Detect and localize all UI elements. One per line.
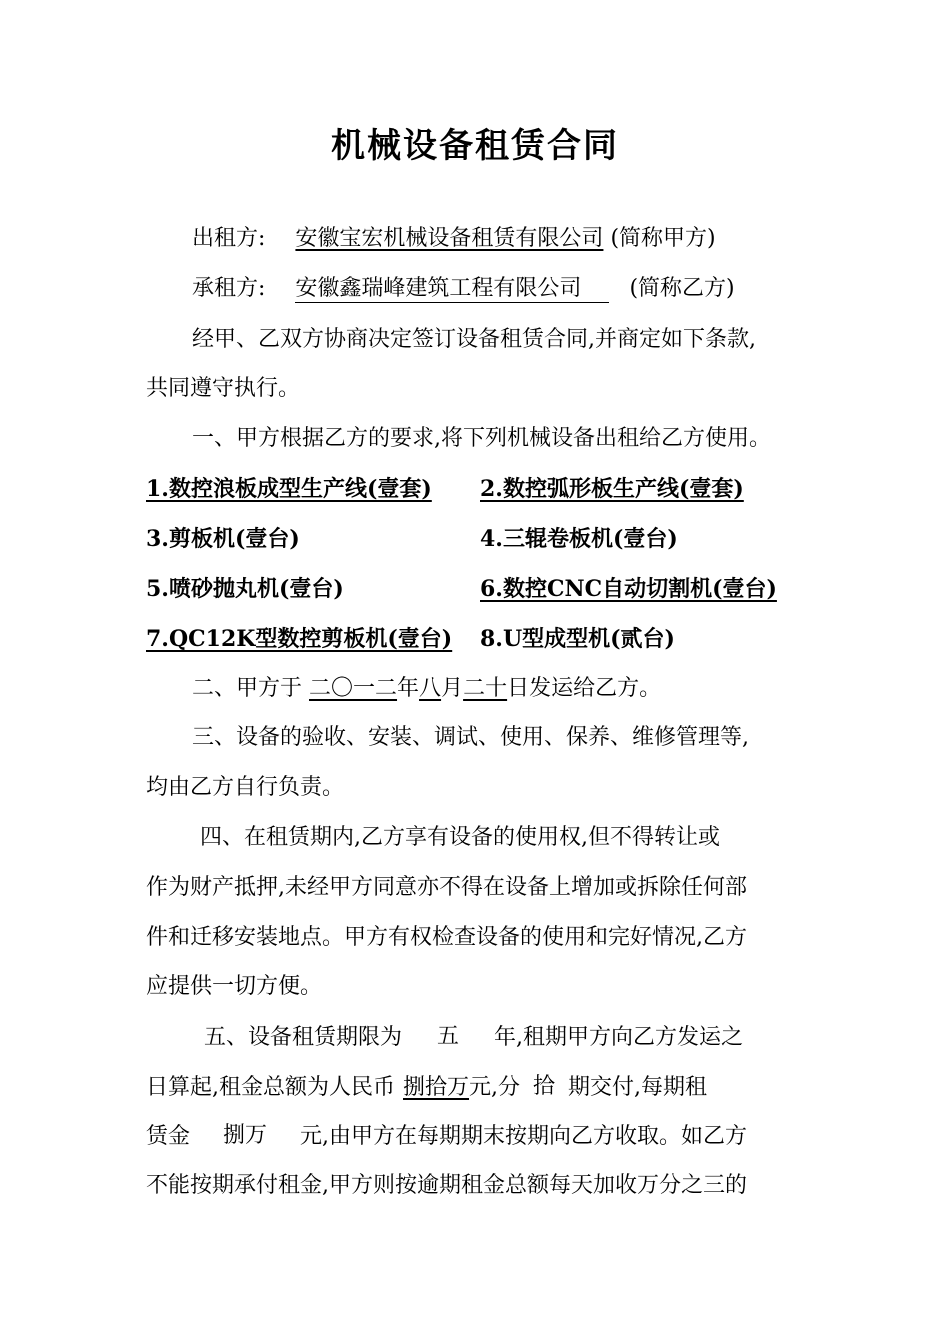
lease-term: 五 [402, 1022, 494, 1052]
clause-5-text: 五、设备租赁期限为 [204, 1025, 403, 1050]
clause-2-month-unit: 月 [441, 676, 464, 701]
equipment-item: 5.喷砂抛丸机(壹台) [146, 574, 478, 604]
lessee-line [192, 274, 812, 304]
clause-2-year: 二〇一二 [309, 676, 398, 701]
lessor-abbr: (简称甲方) [610, 226, 716, 251]
intro-line-1: 经甲、乙双方协商决定签订设备租赁合同,并商定如下条款, [192, 327, 756, 352]
clause-5-line-1 [204, 1022, 812, 1052]
clause-5-text: 元,分 [469, 1075, 521, 1100]
clause-2-year-unit: 年 [397, 676, 420, 701]
clause-4-line-4: 应提供一切方便。 [146, 974, 323, 999]
equipment-item: 2.数控弧形板生产线(壹套) [480, 476, 744, 502]
equipment-item: 8.U型成型机(贰台) [480, 624, 802, 654]
clause-2-suffix: 日发运给乙方。 [507, 676, 662, 701]
clause-5-text: 年,租期甲方向乙方发运之 [494, 1025, 744, 1050]
clause-4-line-1: 四、在租赁期内,乙方享有设备的使用权,但不得转让或 [200, 825, 720, 850]
equipment-item: 1.数控浪板成型生产线(壹套) [146, 476, 432, 502]
clause-1: 一、甲方根据乙方的要求,将下列机械设备出租给乙方使用。 [192, 426, 771, 451]
intro-line-2: 共同遵守执行。 [146, 376, 301, 401]
clause-5-line-2 [146, 1072, 810, 1102]
clause-3-line-1: 三、设备的验收、安装、调试、使用、保养、维修管理等, [192, 725, 749, 750]
equipment-row-4 [146, 624, 810, 654]
document-title: 机械设备租赁合同 [331, 126, 619, 166]
clause-2 [192, 674, 812, 704]
clause-2-day: 二十 [463, 676, 508, 701]
rent-total: 捌拾万 [403, 1075, 470, 1100]
equipment-item: 3.剪板机(壹台) [146, 524, 478, 554]
clause-5-text: 元,由甲方在每期期末按期向乙方收取。如乙方 [300, 1124, 748, 1149]
clause-5-text: 日算起,租金总额为人民币 [146, 1075, 395, 1100]
lessee-abbr: (简称乙方) [629, 276, 735, 301]
lessee-name: 安徽鑫瑞峰建筑工程有限公司 [295, 276, 609, 303]
lessee-label: 承租方: [192, 276, 266, 301]
clause-5-line-4: 不能按期承付租金,甲方则按逾期租金总额每天加收万分之三的 [146, 1173, 747, 1198]
clause-4-line-2: 作为财产抵押,未经甲方同意亦不得在设备上增加或拆除任何部 [146, 875, 747, 900]
clause-5-text: 赁金 [146, 1124, 191, 1149]
clause-2-prefix: 二、甲方于 [192, 676, 303, 701]
equipment-item: 4.三辊卷板机(壹台) [480, 524, 792, 554]
lessor-label: 出租方: [192, 226, 266, 251]
equipment-row-2 [146, 524, 810, 554]
clause-2-month: 八 [419, 676, 442, 701]
clause-3-line-2: 均由乙方自行负责。 [146, 775, 345, 800]
equipment-item: 6.数控CNC自动切割机(壹台) [480, 576, 777, 602]
equipment-item: 7.QC12K型数控剪板机(壹台) [146, 626, 453, 652]
lessor-name: 安徽宝宏机械设备租赁有限公司 [295, 226, 604, 251]
lessor-line [192, 224, 812, 254]
equipment-row-1 [146, 474, 810, 504]
installment-amount: 捌万 [190, 1121, 300, 1151]
installment-count: 拾 [520, 1072, 568, 1102]
clause-4-line-3: 件和迁移安装地点。甲方有权检查设备的使用和完好情况,乙方 [146, 925, 747, 950]
clause-5-text: 期交付,每期租 [568, 1075, 708, 1100]
clause-5-line-3 [146, 1121, 810, 1151]
equipment-row-3 [146, 574, 810, 604]
